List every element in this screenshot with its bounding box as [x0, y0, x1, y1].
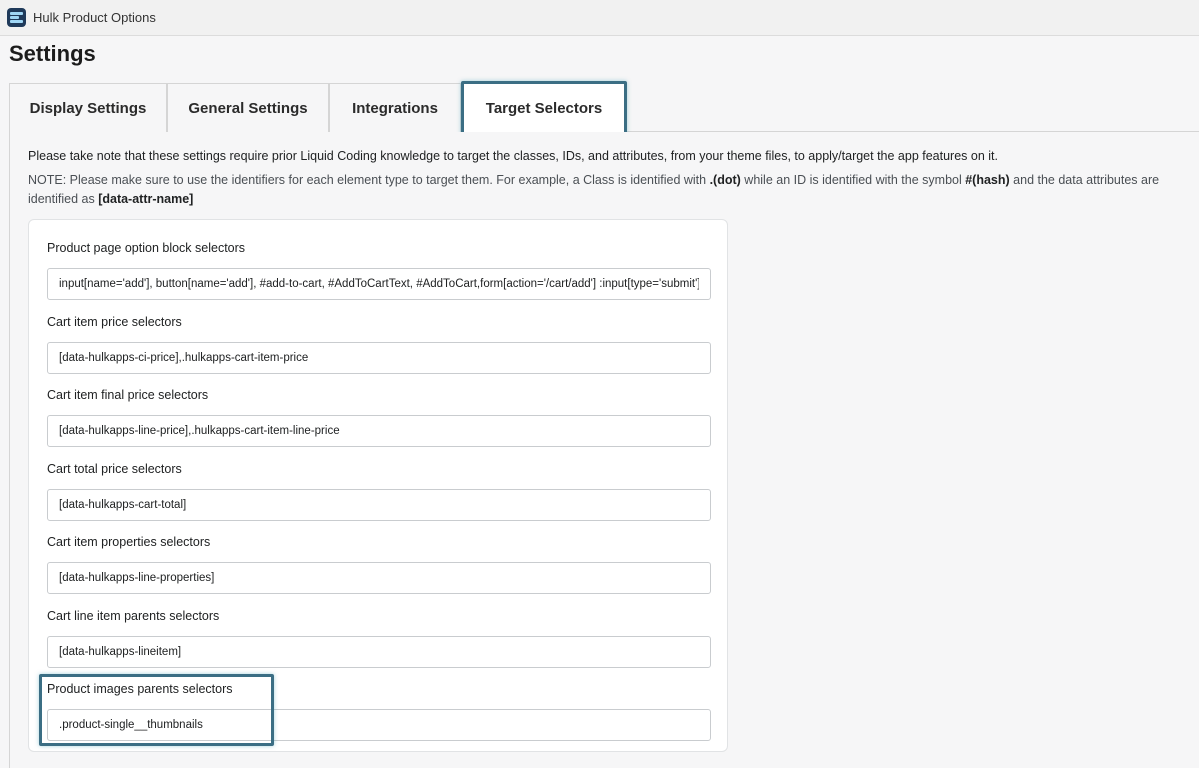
tab-general-settings[interactable]: General Settings — [167, 83, 329, 132]
app-title-bar — [0, 0, 1199, 36]
app-name: Hulk Product Options — [33, 10, 156, 25]
cart-item-properties-input[interactable] — [47, 562, 711, 594]
field-cart-item-price — [47, 315, 711, 374]
dot-identifier: .(dot) — [709, 173, 741, 187]
field-label: Product images parents selectors — [47, 682, 233, 696]
product-page-option-block-input[interactable] — [47, 268, 711, 300]
settings-tabs — [9, 83, 1199, 132]
field-label: Cart line item parents selectors — [47, 609, 220, 623]
cart-item-final-price-input[interactable] — [47, 415, 711, 447]
field-label: Cart item final price selectors — [47, 388, 209, 402]
field-label: Product page option block selectors — [47, 241, 246, 255]
cart-item-price-input[interactable] — [47, 342, 711, 374]
cart-total-price-input[interactable] — [47, 489, 711, 521]
field-cart-line-item-parents — [47, 609, 711, 668]
selectors-card — [28, 219, 728, 752]
field-product-images-parents — [47, 682, 711, 741]
liquid-coding-note: Please take note that these settings require prior Liquid Coding knowledge to target the classes, IDs, and attributes, from your theme files, to apply/target the app features on it. — [28, 149, 998, 163]
field-product-page-option-block — [47, 241, 711, 300]
tab-panel-target-selectors — [9, 132, 1199, 768]
product-images-parents-input[interactable] — [47, 709, 711, 741]
page-title: Settings — [9, 41, 96, 66]
field-cart-item-final-price — [47, 388, 711, 447]
cart-line-item-parents-input[interactable] — [47, 636, 711, 668]
data-attr-identifier: [data-attr-name] — [98, 192, 194, 206]
app-logo-icon — [7, 8, 26, 27]
tab-integrations[interactable]: Integrations — [329, 83, 461, 132]
field-label: Cart total price selectors — [47, 462, 182, 476]
tab-target-selectors[interactable]: Target Selectors — [461, 81, 627, 136]
field-cart-total-price — [47, 462, 711, 521]
tab-display-settings[interactable]: Display Settings — [9, 83, 167, 132]
hash-identifier: #(hash) — [965, 173, 1010, 187]
field-label: Cart item price selectors — [47, 315, 182, 329]
field-label: Cart item properties selectors — [47, 535, 211, 549]
identifier-note: NOTE: Please make sure to use the identifiers for each element type to target them. For example, a Class is identified with .(dot) while an ID is identified with the symbol #(hash) and the data attributes are identified as [data-attr-name] — [28, 173, 1160, 206]
field-cart-item-properties — [47, 535, 711, 594]
